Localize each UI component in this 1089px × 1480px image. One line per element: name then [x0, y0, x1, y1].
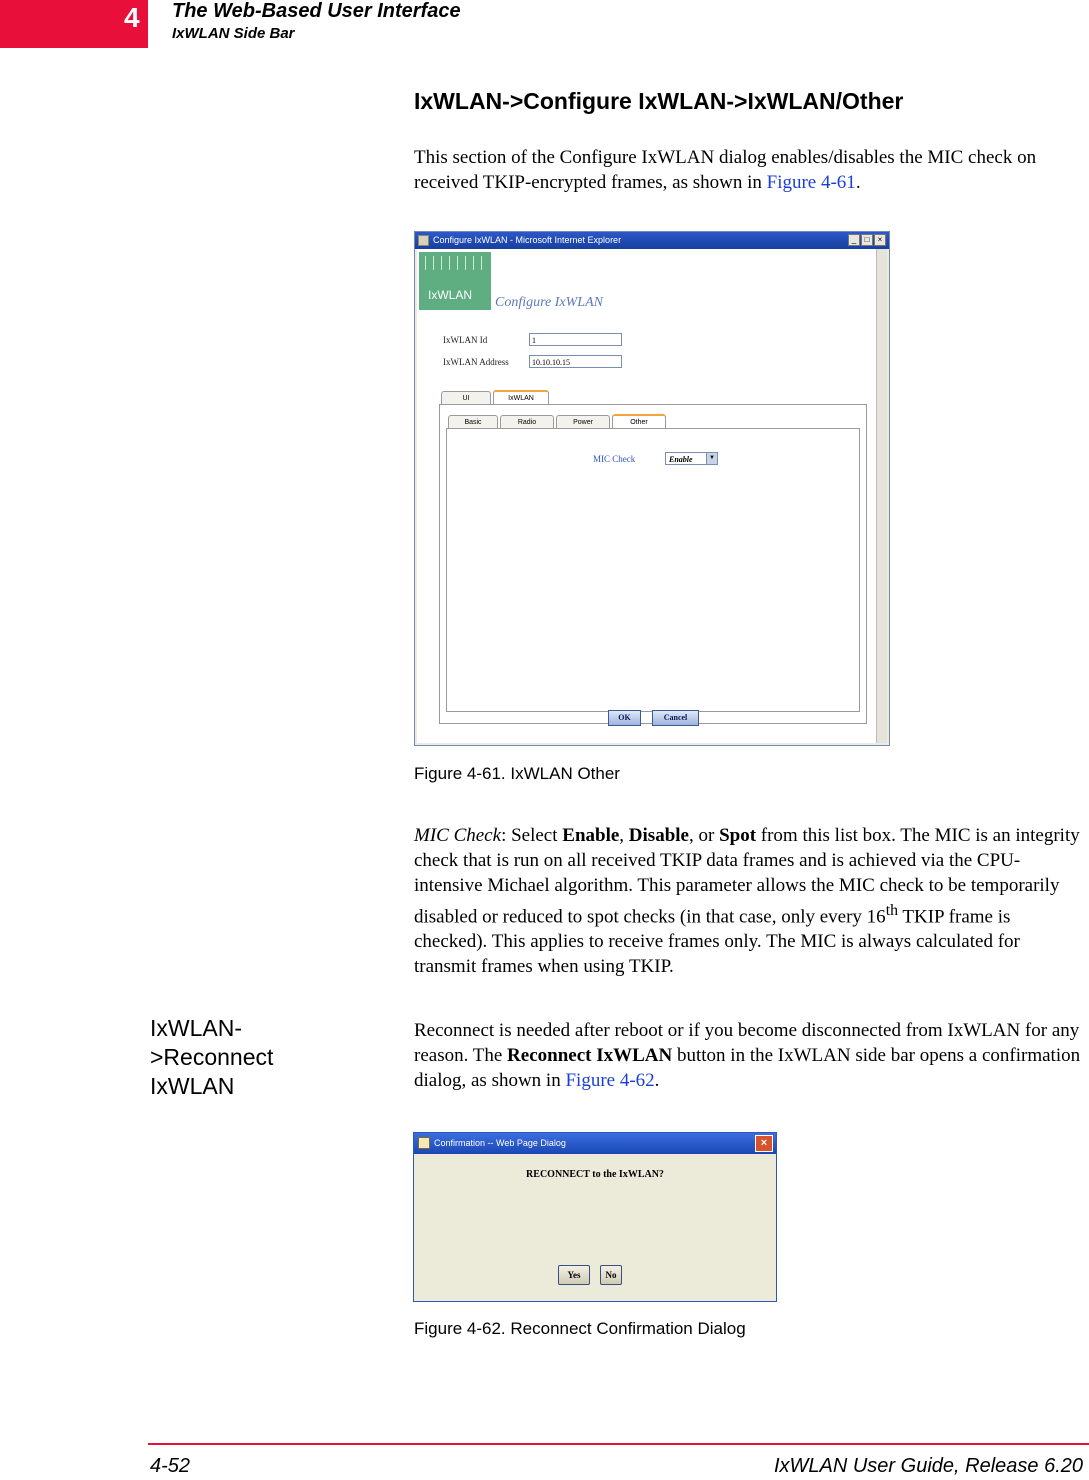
logo-text: IxWLAN [428, 288, 473, 302]
reconnect-text-2: button in the IxWLAN side bar opens a confirmation dialog, as shown in [414, 1045, 1081, 1091]
ok-button[interactable]: OK [608, 710, 641, 726]
dialog-title: Configure IxWLAN [495, 295, 603, 310]
tab-basic[interactable]: Basic [448, 415, 498, 429]
tab-ixwlan[interactable]: IxWLAN [493, 390, 549, 405]
running-header-subtitle: IxWLAN Side Bar [172, 25, 295, 42]
tab-other[interactable]: Other [612, 414, 666, 429]
tab-ui[interactable]: UI [441, 391, 491, 405]
document-title: IxWLAN User Guide, Release 6.20 [773, 1455, 1083, 1477]
minimize-icon[interactable]: _ [848, 234, 860, 246]
side-heading-reconnect: IxWLAN->Reconnect IxWLAN [150, 1015, 274, 1099]
cancel-button[interactable]: Cancel [652, 710, 699, 726]
window-title: Configure IxWLAN - Microsoft Internet Explorer [433, 235, 622, 245]
close-icon[interactable]: × [755, 1135, 773, 1152]
mic-check-select[interactable] [665, 452, 718, 465]
tab-radio[interactable]: Radio [500, 415, 554, 429]
mic-term: MIC Check [414, 825, 502, 846]
figure-4-61-caption: Figure 4-61. IxWLAN Other [414, 764, 620, 783]
intro-paragraph [414, 145, 1086, 195]
ixwlan-logo [419, 252, 491, 310]
dialog-titlebar [414, 1133, 776, 1154]
option-spot: Spot [719, 825, 757, 846]
chevron-down-icon[interactable]: ▼ [706, 453, 717, 464]
logo-pattern [425, 256, 485, 270]
mic-text-5: TKIP frame is checked). This applies to receive frames only. The MIC is always calculated for transmit frames when using TKIP. [414, 906, 1020, 978]
mic-check-label: MIC Check [593, 454, 636, 464]
ixwlan-id-label: IxWLAN Id [443, 335, 488, 345]
dialog-icon [418, 1137, 430, 1149]
footer-rule [148, 1443, 1089, 1445]
ie-icon [418, 235, 429, 246]
page-number: 4-52 [150, 1455, 191, 1477]
confirmation-dialog [413, 1132, 777, 1302]
vertical-scrollbar[interactable] [876, 249, 887, 743]
tab-power[interactable]: Power [556, 415, 610, 429]
window-controls [848, 234, 886, 247]
mic-text-2: , [619, 825, 629, 846]
yes-button[interactable]: Yes [558, 1265, 590, 1285]
intro-end: . [855, 172, 861, 193]
ixwlan-address-label: IxWLAN Address [443, 357, 509, 367]
section-heading: IxWLAN->Configure IxWLAN->IxWLAN/Other [414, 88, 904, 114]
reconnect-button-name: Reconnect IxWLAN [507, 1045, 673, 1066]
chapter-number: 4 [124, 2, 140, 33]
reconnect-text-3: . [654, 1070, 660, 1091]
inner-tab-panel [446, 428, 860, 712]
ixwlan-id-input[interactable]: 1 [529, 333, 622, 346]
close-icon[interactable]: × [874, 234, 886, 246]
option-disable: Disable [628, 825, 689, 846]
dialog-window-title: Confirmation -- Web Page Dialog [434, 1138, 566, 1148]
mic-text-1: : Select [501, 825, 563, 846]
outer-tab-panel [439, 404, 867, 724]
superscript-th: th [885, 902, 898, 919]
reconnect-text-1: Reconnect is needed after reboot or if you become disconnected from IxWLAN for any reason. The [414, 1020, 1080, 1066]
window-titlebar [415, 232, 889, 249]
mic-text-4: from this list box. The MIC is an integrity check that is run on all received TKIP data frames and is achieved via the CPU-intensive Michael algorithm. This parameter allows the MIC check to be temporarily disabled or reduced to spot checks (in that case, only every 16 [414, 825, 1080, 928]
ixwlan-address-input[interactable]: 10.10.10.15 [529, 355, 622, 368]
running-header-title: The Web-Based User Interface [172, 0, 461, 22]
option-enable: Enable [562, 825, 620, 846]
figure-4-62-caption: Figure 4-62. Reconnect Confirmation Dialog [414, 1319, 746, 1338]
mic-text-3: , or [688, 825, 720, 846]
mic-check-paragraph [414, 823, 1086, 979]
figure-4-62-link[interactable]: Figure 4-62 [565, 1070, 655, 1091]
no-button[interactable]: No [600, 1265, 622, 1285]
mic-check-value: Enable [669, 455, 693, 464]
dialog-content [417, 249, 876, 743]
intro-text: This section of the Configure IxWLAN dialog enables/disables the MIC check on received TKIP-encrypted frames, as shown in [414, 147, 1037, 193]
reconnect-question: RECONNECT to the IxWLAN? [526, 1169, 664, 1180]
reconnect-paragraph [414, 1018, 1086, 1093]
figure-4-61-link[interactable]: Figure 4-61 [766, 172, 856, 193]
configure-ixwlan-window [414, 231, 890, 746]
maximize-icon[interactable]: □ [861, 234, 873, 246]
